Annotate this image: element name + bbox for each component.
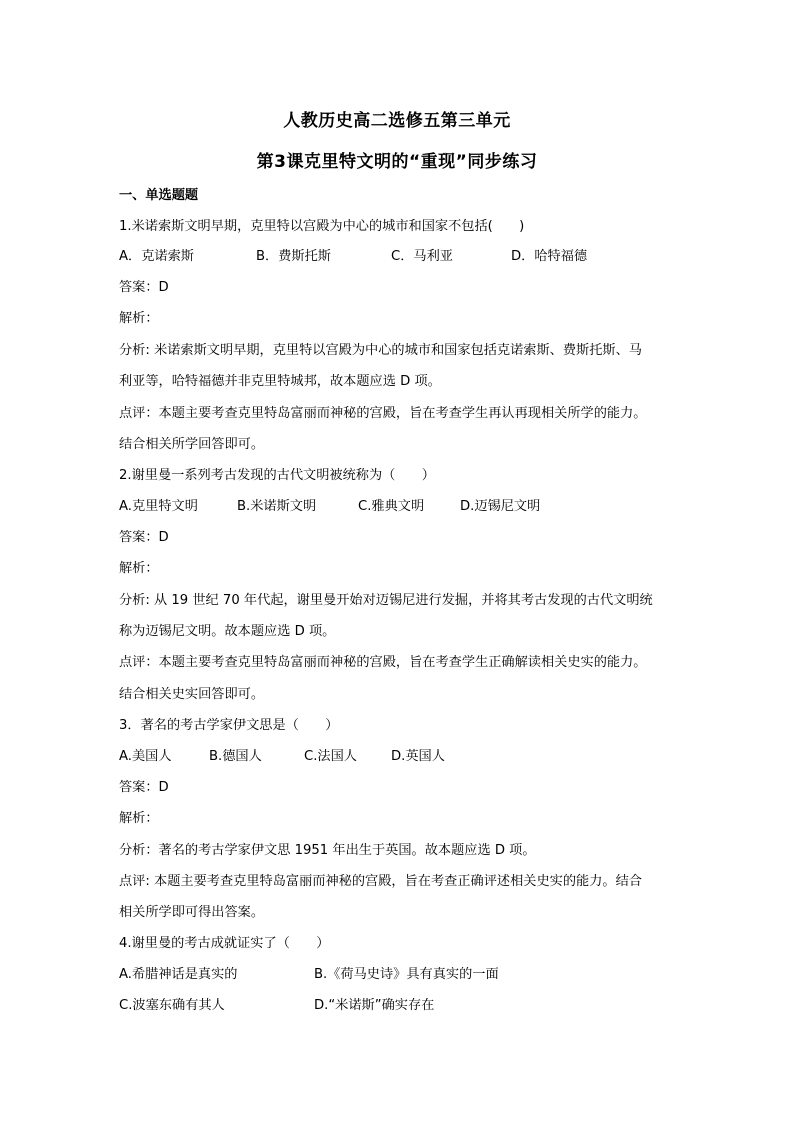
option-d: D.“米诺斯”确实存在	[314, 998, 435, 1013]
comment-1-line-1: 点评：本题主要考查克里特岛富丽而神秘的宫殿，旨在考查学生再认再现相关所学的能力。	[119, 406, 647, 421]
analysis-1-line-2: 利亚等，哈特福德并非克里特城邦，故本题应选 D 项。	[119, 374, 441, 389]
question-1: 1.米诺索斯文明早期，克里特以宫殿为中心的城市和国家不包括( )	[119, 219, 525, 234]
comment-1-line-2: 结合相关所学回答即可。	[119, 437, 265, 452]
option-d: D．哈特福德	[511, 249, 588, 264]
answer-3: 答案：D	[119, 780, 169, 795]
option-b: B.德国人	[209, 749, 262, 764]
answer-1: 答案：D	[119, 280, 169, 295]
analysis-label-3: 解析：	[119, 811, 159, 826]
option-d: D.迈锡尼文明	[460, 499, 541, 514]
option-c: C.法国人	[304, 749, 357, 764]
option-b: B.米诺斯文明	[237, 499, 317, 514]
option-c: C.波塞东确有其人	[119, 998, 225, 1013]
option-a: A.美国人	[119, 749, 172, 764]
analysis-3-line-1: 分析：著名的考古学家伊文思 1951 年出生于英国。故本题应选 D 项。	[119, 843, 536, 858]
question-3: 3．著名的考古学家伊文思是（ ）	[119, 718, 339, 733]
analysis-2-line-2: 称为迈锡尼文明。故本题应选 D 项。	[119, 624, 336, 639]
question-4: 4.谢里曼的考古成就证实了（ ）	[119, 936, 330, 951]
option-a: A．克诺索斯	[119, 249, 194, 264]
comment-3-line-2: 相关所学即可得出答案。	[119, 905, 265, 920]
answer-2: 答案：D	[119, 530, 169, 545]
document-subtitle: 第3课克里特文明的“重现”同步练习	[256, 152, 538, 172]
question-2: 2.谢里曼一系列考古发现的古代文明被统称为（ ）	[119, 468, 435, 483]
analysis-2-line-1: 分析: 从 19 世纪 70 年代起，谢里曼开始对迈锡尼进行发掘，并将其考古发现的古代文明统	[119, 593, 653, 608]
option-d: D.英国人	[391, 749, 445, 764]
comment-3-line-1: 点评: 本题主要考查克里特岛富丽而神秘的宫殿，旨在考查正确评述相关史实的能力。结合	[119, 874, 642, 889]
option-a: A.克里特文明	[119, 499, 198, 514]
option-a: A.希腊神话是真实的	[119, 967, 238, 982]
option-c: C．马利亚	[391, 249, 453, 264]
comment-2-line-2: 结合相关史实回答即可。	[119, 687, 265, 702]
comment-2-line-1: 点评：本题主要考查克里特岛富丽而神秘的宫殿，旨在考查学生正确解读相关史实的能力。	[119, 655, 647, 670]
analysis-label-1: 解析：	[119, 311, 159, 326]
analysis-1-line-1: 分析: 米诺索斯文明早期，克里特以宫殿为中心的城市和国家包括克诺索斯、费斯托斯、马	[119, 343, 642, 358]
document-title: 人教历史高二选修五第三单元	[283, 111, 511, 131]
analysis-label-2: 解析：	[119, 561, 159, 576]
section-heading: 一、单选题题	[119, 188, 199, 203]
option-c: C.雅典文明	[358, 499, 425, 514]
option-b: B.《荷马史诗》具有真实的一面	[314, 967, 499, 982]
option-b: B．费斯托斯	[256, 249, 331, 264]
